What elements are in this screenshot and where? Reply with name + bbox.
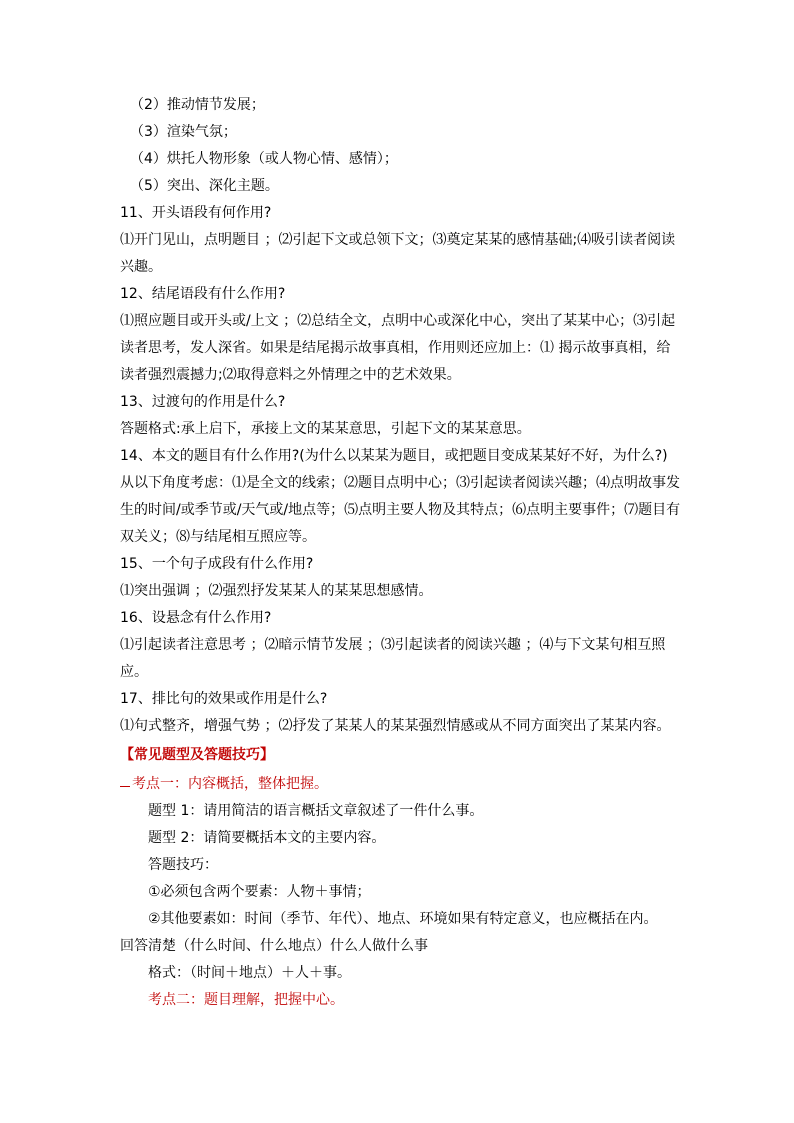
question-11: 11、开头语段有何作用? [120,205,272,221]
tip-1: ①必须包含两个要素：人物＋事情； [148,884,371,900]
answer-format: 格式：（时间＋地点）＋人＋事。 [148,965,351,981]
point-2-title: 考点二：题目理解，把握中心。 [148,992,344,1008]
list-item-3: （3）渲染气氛； [130,124,237,140]
tip-3: 回答清楚（什么时间、什么地点）什么人做什么事 [120,938,428,954]
question-16: 16、设悬念有什么作用? [120,610,272,626]
answer-12-line-3: 读者强烈震撼力;⑵取得意料之外情理之中的艺术效果。 [120,367,461,383]
answer-16-line-2: 应。 [120,664,148,680]
question-type-2: 题型 2：请简要概括本文的主要内容。 [148,830,386,846]
question-14: 14、本文的题目有什么作用?(为什么以某某为题目，或把题目变成某某好不好，为什么?) [120,448,668,464]
list-item-2: （2）推动情节发展； [130,97,265,113]
answer-14-line-2: 生的时间/或季节或/天气或/地点等；⑸点明主要人物及其特点；⑹点明主要事件；⑺题目有 [120,502,681,518]
answer-17: ⑴句式整齐，增强气势 ；⑵抒发了某某人的某某强烈情感或从不同方面突出了某某内容。 [120,718,671,734]
answer-14-line-3: 双关义；⑻与结尾相互照应等。 [120,529,316,545]
section-heading: 【常见题型及答题技巧】 [120,747,274,763]
question-12: 12、结尾语段有什么作用? [120,286,286,302]
answer-11-line-1: ⑴开门见山，点明题目 ；⑵引起下文或总领下文；⑶奠定某某的感情基础;⑷吸引读者阅读 [120,232,676,248]
question-15: 15、一个句子成段有什么作用? [120,556,314,572]
answer-13: 答题格式:承上启下，承接上文的某某意思，引起下文的某某意思。 [120,421,531,437]
question-13: 13、过渡句的作用是什么? [120,394,286,410]
answer-15: ⑴突出强调 ；⑵强烈抒发某某人的某某思想感情。 [120,583,433,599]
answer-12-line-2: 读者思考，发人深省。如果是结尾揭示故事真相，作用则还应加上：⑴ 揭示故事真相，给 [120,340,671,356]
question-type-1: 题型 1：请用简洁的语言概括文章叙述了一件什么事。 [148,803,484,819]
answer-14-line-1: 从以下角度考虑：⑴是全文的线索；⑵题目点明中心；⑶引起读者阅读兴趣；⑷点明故事发 [120,475,680,491]
answer-11-line-2: 兴趣。 [120,259,162,275]
question-17: 17、排比句的效果或作用是什么? [120,691,328,707]
tip-2: ②其他要素如：时间（季节、年代）、地点、环境如果有特定意义，也应概括在内。 [148,911,658,927]
list-item-5: （5）突出、深化主题。 [130,178,279,194]
decorative-tick [120,786,130,787]
tips-label: 答题技巧： [148,857,218,873]
answer-12-line-1: ⑴照应题目或开头或/上文 ；⑵总结全文，点明中心或深化中心，突出了某某中心；⑶引起 [120,313,676,329]
point-1-title: 考点一：内容概括，整体把握。 [132,776,328,792]
answer-16-line-1: ⑴引起读者注意思考 ；⑵暗示情节发展 ；⑶引起读者的阅读兴趣 ；⑷与下文某句相互照 [120,637,666,653]
list-item-4: （4）烘托人物形象（或人物心情、感情）； [130,151,398,167]
